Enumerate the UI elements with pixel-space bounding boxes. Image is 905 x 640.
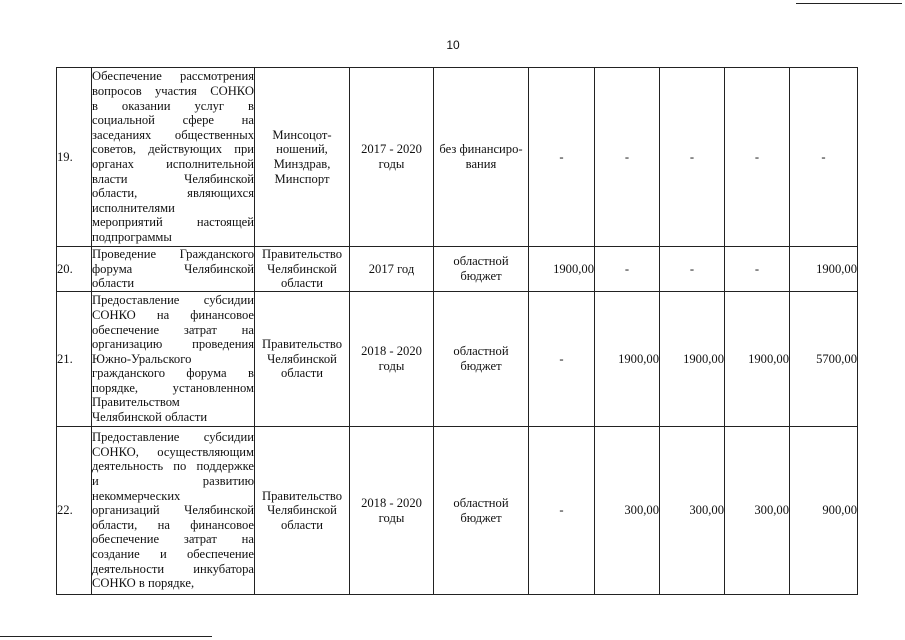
row-number: 20.: [57, 247, 92, 292]
measure-description: Проведение Гражданского форума Челябинской области: [92, 247, 254, 291]
amount-2020-cell: 1900,00: [725, 292, 790, 427]
funding-source-cell: областной бюджет: [434, 427, 529, 595]
period-cell: 2018 - 2020 годы: [350, 292, 434, 427]
program-measures-table: [56, 67, 858, 595]
amount-total-cell: -: [790, 68, 858, 247]
period-cell: 2018 - 2020 годы: [350, 427, 434, 595]
executor-cell: Минсоцот- ношений, Минздрав, Минспорт: [255, 68, 350, 247]
amount-total-cell: 900,00: [790, 427, 858, 595]
amount-2019-cell: 300,00: [660, 427, 725, 595]
amount-total-cell: 1900,00: [790, 247, 858, 292]
row-number: 19.: [57, 68, 92, 247]
measure-description: Предоставление субсидии СОНКО, осуществляющим деятельность по поддержке и развитию некоммерческих организаций Челябинской области, на финансовое обеспечение затрат на создание и обеспечение деятельности инкубатора СОНКО в порядке,: [92, 427, 255, 595]
amount-2017-cell: 1900,00: [529, 247, 595, 292]
amount-2017-cell: -: [529, 68, 595, 247]
table-row: [57, 292, 858, 427]
executor-cell: Правительство Челябинской области: [255, 427, 350, 595]
amount-total-cell: 5700,00: [790, 292, 858, 427]
table-row: [57, 68, 858, 247]
measure-description: Обеспечение рассмотрения вопросов участия СОНКО в оказании услуг в социальной сфере на заседаниях общественных советов, действующих при органах исполнительной власти Челябинской области, являющихся исполнителями мероприятий настоящей подпрограммы: [92, 68, 255, 247]
row-number: 22.: [57, 427, 92, 595]
period-cell: 2017 год: [350, 247, 434, 292]
funding-source-cell: областной бюджет: [434, 247, 529, 292]
amount-2020-cell: -: [725, 68, 790, 247]
row-number: 21.: [57, 292, 92, 427]
period-cell: 2017 - 2020 годы: [350, 68, 434, 247]
amount-2020-cell: 300,00: [725, 427, 790, 595]
footnote-rule: [0, 636, 212, 637]
funding-source-cell: без финансиро- вания: [434, 68, 529, 247]
amount-2017-cell: -: [529, 427, 595, 595]
funding-source-cell: областной бюджет: [434, 292, 529, 427]
amount-2018-cell: -: [595, 68, 660, 247]
page-number: 10: [446, 38, 460, 52]
amount-2018-cell: 1900,00: [595, 292, 660, 427]
executor-cell: Правительство Челябинской области: [255, 292, 350, 427]
amount-2018-cell: -: [595, 247, 660, 292]
table-row: [57, 247, 858, 292]
amount-2018-cell: 300,00: [595, 427, 660, 595]
amount-2017-cell: -: [529, 292, 595, 427]
top-rule: [796, 3, 902, 4]
measure-description: Предоставление субсидии СОНКО на финансовое обеспечение затрат на организацию проведения Южно-Уральского гражданского форума в порядке, установленном Правительством Челябинской области: [92, 292, 255, 427]
amount-2020-cell: -: [725, 247, 790, 292]
amount-2019-cell: -: [660, 247, 725, 292]
table-row: [57, 427, 858, 595]
executor-cell: Правительство Челябинской области: [255, 247, 350, 292]
amount-2019-cell: -: [660, 68, 725, 247]
amount-2019-cell: 1900,00: [660, 292, 725, 427]
